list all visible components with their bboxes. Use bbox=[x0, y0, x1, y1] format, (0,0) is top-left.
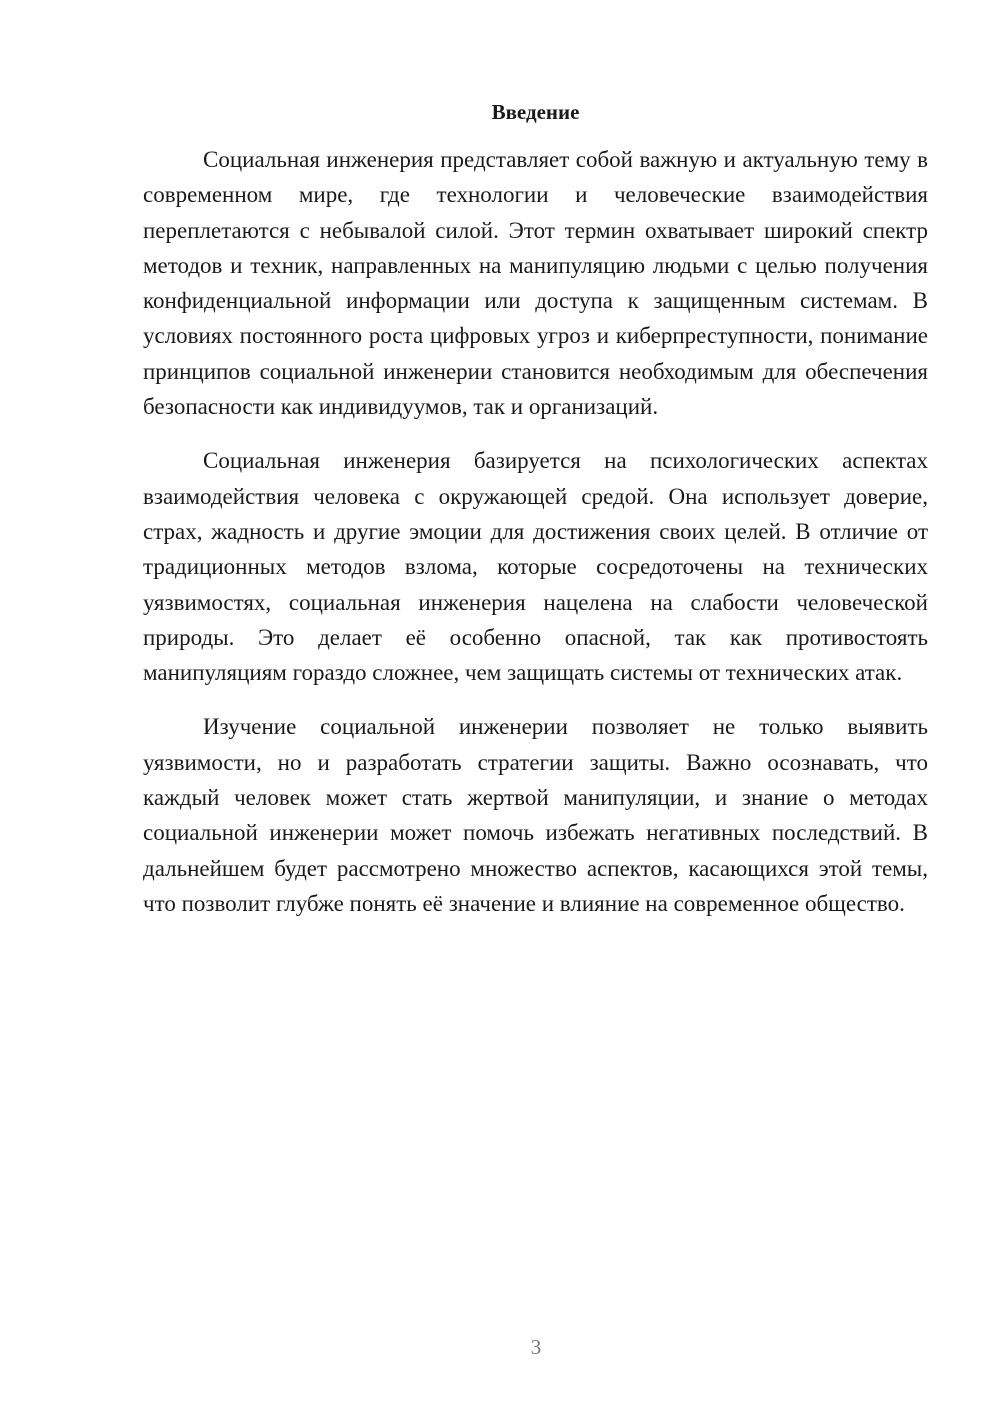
page-title: Введение bbox=[491, 100, 580, 124]
document-body bbox=[143, 142, 928, 940]
paragraph-1: Социальная инженерия представляет собой важную и актуальную тему в современном мире, где технологии и человеческие взаимодействия переплетаются с небывалой силой. Этот термин охватывает широкий спектр методов и техник, направленных на манипуляцию людьми с целью получения конфиденциальной информации или доступа к защищенным системам. В условиях постоянного роста цифровых угроз и киберпреступности, понимание принципов социальной инженерии становится необходимым для обеспечения безопасности как индивидуумов, так и организаций. bbox=[143, 147, 928, 420]
paragraph-2: Социальная инженерия базируется на психологических аспектах взаимодействия человека с окружающей средой. Она использует доверие, страх, жадность и другие эмоции для достижения своих целей. В отличие от традиционных методов взлома, которые сосредоточены на технических уязвимостях, социальная инженерия нацелена на слабости человеческой природы. Это делает её особенно опасной, так как противостоять манипуляциям гораздо сложнее, чем защищать системы от технических атак. bbox=[143, 448, 928, 686]
paragraph-3: Изучение социальной инженерии позволяет не только выявить уязвимости, но и разработать стратегии защиты. Важно осознавать, что каждый человек может стать жертвой манипуляции, и знание о методах социальной инженерии может помочь избежать негативных последствий. В дальнейшем будет рассмотрено множество аспектов, касающихся этой темы, что позволит глубже понять её значение и влияние на современное общество. bbox=[143, 714, 928, 916]
page-number: 3 bbox=[530, 1335, 542, 1359]
